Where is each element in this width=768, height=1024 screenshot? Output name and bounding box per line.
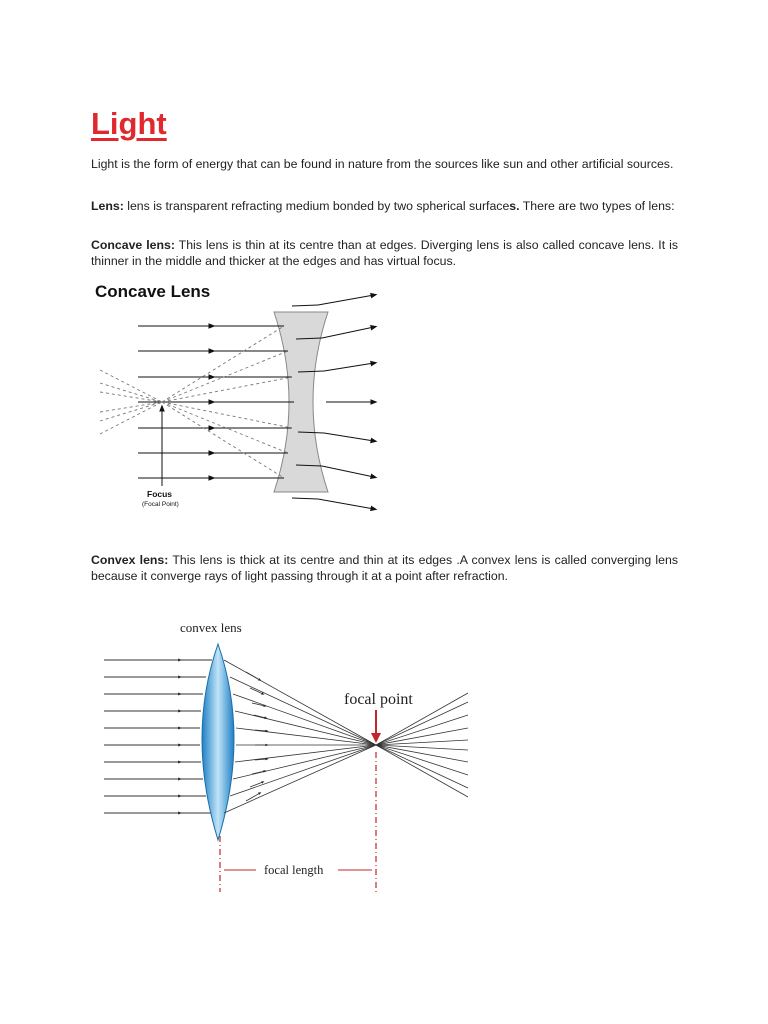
intro-paragraph: Light is the form of energy that can be found in nature from the sources like sun and other artificial sources. <box>91 157 674 171</box>
convex-label: Convex lens: <box>91 553 169 567</box>
convex-exit-arrows <box>246 672 267 801</box>
focus-sub-label: (Focal Point) <box>142 501 179 508</box>
focal-point-label: focal point <box>344 691 413 708</box>
convex-converging-rays <box>224 660 468 813</box>
page-title: Light <box>91 106 167 141</box>
concave-figure-title: Concave Lens <box>95 282 211 301</box>
lens-text-2: There are two types of lens: <box>519 199 675 213</box>
concave-paragraph <box>91 237 678 269</box>
lens-text: lens is transparent refracting medium bonded by two spherical surface <box>123 199 510 213</box>
lens-paragraph <box>91 198 678 214</box>
convex-incoming-rays <box>104 660 212 813</box>
convex-figure-title: convex lens <box>180 620 242 635</box>
convex-lens-figure <box>100 614 480 894</box>
convex-text: This lens is thick at its centre and thin at its edges .A convex lens is called converging lens because it converge rays of light passing through it at a point after refraction. <box>91 553 678 583</box>
concave-label: Concave lens: <box>91 238 175 252</box>
concave-lens-figure <box>90 278 400 518</box>
lens-label: Lens: <box>91 199 124 213</box>
convex-paragraph <box>91 552 678 584</box>
concave-text: This lens is thin at its centre than at edges. Diverging lens is also called concave lens. It is thinner in the middle and thicker at the edges and has virtual focus. <box>91 238 678 268</box>
focal-length-label: focal length <box>264 863 324 877</box>
focus-label: Focus <box>147 489 173 499</box>
lens-bold-s: s. <box>509 199 520 213</box>
